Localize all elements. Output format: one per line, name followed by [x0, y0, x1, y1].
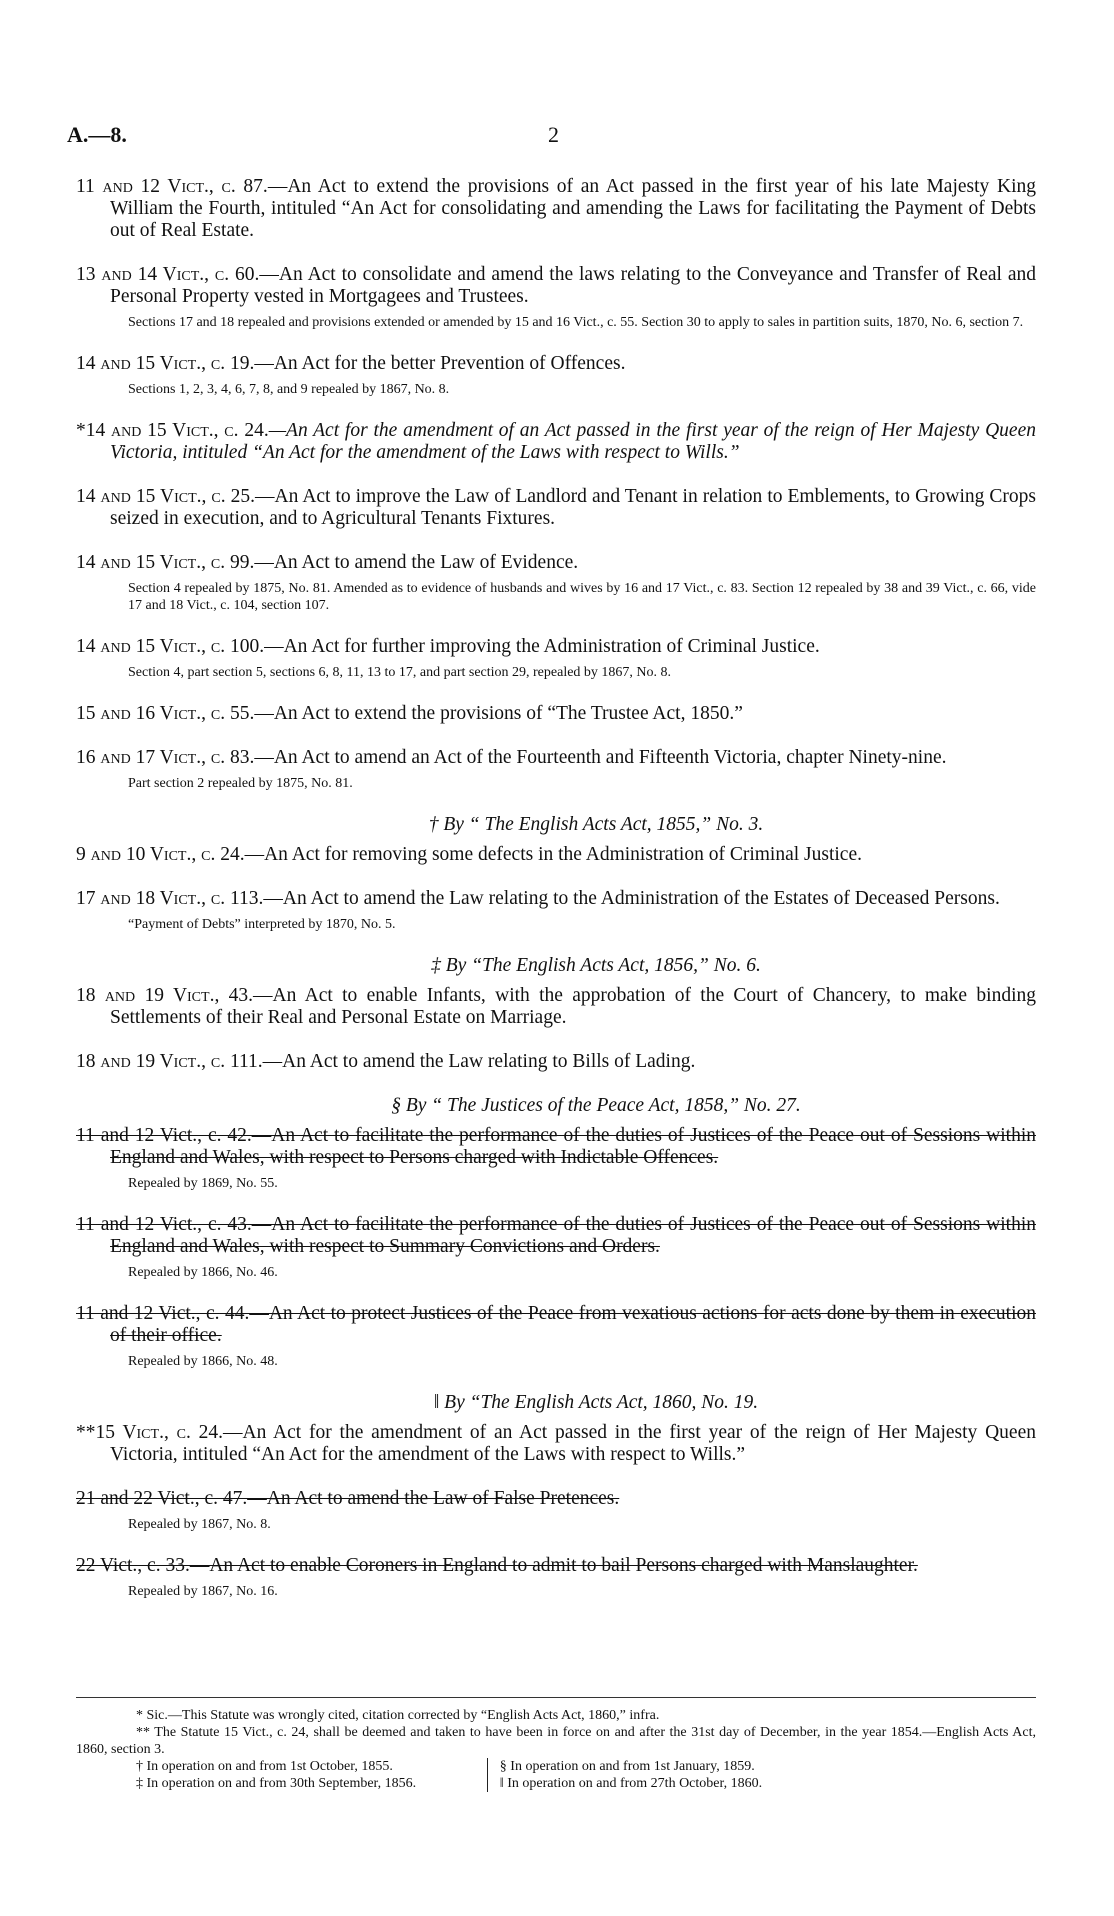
- act-citation: 14 and 15 Vict., c. 19.: [76, 353, 255, 374]
- footnote-double-dagger: ‡ In operation on and from 30th September, 1856.: [136, 1776, 417, 1791]
- act-note: Repealed by 1869, No. 55.: [128, 1176, 278, 1191]
- section-heading: † By “ The English Acts Act, 1855,” No. 3.: [428, 814, 764, 835]
- act-citation: 18 and 19 Vict., 43.: [76, 985, 254, 1006]
- act-note: “Payment of Debts” interpreted by 1870, No. 5.: [128, 917, 396, 932]
- repealed-act-entry: [76, 1214, 1036, 1281]
- act-citation: 16 and 17 Vict., c. 83.: [76, 747, 255, 768]
- act-title: —An Act for further improving the Administration of Criminal Justice.: [264, 636, 820, 657]
- repealed-act-title: 11 and 12 Vict., c. 44.—An Act to protect Justices of the Peace from vexatious actions for acts done by them in execution of their office.: [76, 1303, 1036, 1346]
- act-citation: 11 and 12 Vict., c. 87.: [76, 176, 268, 197]
- repealed-act-entry: [76, 1555, 1036, 1600]
- act-note: Repealed by 1866, No. 48.: [128, 1354, 278, 1369]
- act-note: Repealed by 1867, No. 8.: [128, 1517, 271, 1532]
- footnote-divider: [76, 1697, 1036, 1698]
- act-entry: [76, 353, 1036, 398]
- section-heading: ‖ By “The English Acts Act, 1860, No. 19.: [433, 1392, 759, 1413]
- act-entry: [76, 985, 1036, 1029]
- repealed-act-title: 21 and 22 Vict., c. 47.—An Act to amend the Law of False Pretences.: [76, 1488, 620, 1509]
- act-entry: [76, 420, 1036, 464]
- act-note: Section 4, part section 5, sections 6, 8, 11, 13 to 17, and part section 29, repealed by 1867, No. 8.: [128, 665, 672, 680]
- act-entry: [76, 176, 1036, 242]
- act-title: —An Act to extend the provisions of an Act passed in the first year of his late Majesty King William the Fourth, intituled “An Act for consolidating and amending the Laws for facilitating the Payment of Debts out of Real Estate.: [110, 176, 1036, 241]
- document-code: A.—8.: [67, 122, 127, 147]
- footnote-sic: * Sic.—This Statute was wrongly cited, citation corrected by “English Acts Act, 1860,” infra.: [136, 1708, 660, 1723]
- act-note: Part section 2 repealed by 1875, No. 81.: [128, 776, 353, 791]
- act-citation: *14 and 15 Vict., c. 24.: [76, 420, 269, 441]
- act-entry: [76, 844, 1036, 866]
- act-title: —An Act to extend the provisions of “The Trustee Act, 1850.”: [254, 703, 743, 724]
- footnote-double-star: ** The Statute 15 Vict., c. 24, shall be deemed and taken to have been in force on and after the 31st day of December, in the year 1854.—English Acts Act, 1860, section 3.: [76, 1725, 1036, 1757]
- act-title: —An Act for removing some defects in the Administration of Criminal Justice.: [244, 844, 862, 865]
- act-title: —An Act to enable Infants, with the approbation of the Court of Chancery, to make binding Settlements of their Real and Personal Estate on Marriage.: [110, 985, 1036, 1028]
- footnote-columns: [76, 1758, 1036, 1792]
- act-citation: 18 and 19 Vict., c. 111.: [76, 1051, 263, 1072]
- section-heading: § By “ The Justices of the Peace Act, 1858,” No. 27.: [391, 1095, 801, 1116]
- repealed-act-title: 11 and 12 Vict., c. 42.—An Act to facilitate the performance of the duties of Justices of the Peace out of Sessions within England and Wales, with respect to Persons charged with Indictable Offences.: [76, 1125, 1036, 1168]
- footnote-section: § In operation on and from 1st January, 1859.: [499, 1759, 755, 1774]
- act-entry: [76, 552, 1036, 614]
- section-heading: ‡ By “The English Acts Act, 1856,” No. 6.: [431, 955, 761, 976]
- document-body: [76, 176, 1036, 1622]
- act-note: Sections 17 and 18 repealed and provisions extended or amended by 15 and 16 Vict., c. 55. Section 30 to apply to sales in partition suits, 1870, No. 6, section 7.: [128, 315, 1024, 330]
- act-citation: 13 and 14 Vict., c. 60.: [76, 264, 260, 285]
- act-title: —An Act to amend an Act of the Fourteenth and Fifteenth Victoria, chapter Ninety-nine.: [254, 747, 947, 768]
- act-title: —An Act to improve the Law of Landlord and Tenant in relation to Emblements, to Growing Crops seized in execution, and to Agricultural Tenants Fixtures.: [110, 486, 1036, 529]
- act-title: —An Act for the better Prevention of Offences.: [254, 353, 626, 374]
- repealed-act-entry: [76, 1303, 1036, 1370]
- act-citation: **15 Vict., c. 24.: [76, 1422, 223, 1443]
- repealed-act-entry: [76, 1488, 1036, 1533]
- act-title: —An Act to consolidate and amend the laws relating to the Conveyance and Transfer of Real and Personal Property vested in Mortgagees and Trustees.: [110, 264, 1036, 307]
- act-citation: 14 and 15 Vict., c. 25.: [76, 486, 256, 507]
- footnote-dagger: † In operation on and from 1st October, 1855.: [136, 1759, 393, 1774]
- act-note: Sections 1, 2, 3, 4, 6, 7, 8, and 9 repealed by 1867, No. 8.: [128, 382, 450, 397]
- page-number: 2: [548, 122, 559, 147]
- act-entry: [76, 1422, 1036, 1466]
- footnotes: [76, 1707, 1036, 1792]
- act-entry: [76, 264, 1036, 331]
- act-citation: 17 and 18 Vict., c. 113.: [76, 888, 264, 909]
- act-title: —An Act for the amendment of an Act passed in the first year of the reign of Her Majesty Queen Victoria, intituled “An Act for the amendment of the Laws with respect to Wills.”: [110, 420, 1036, 463]
- act-citation: 14 and 15 Vict., c. 100.: [76, 636, 265, 657]
- act-citation: 15 and 16 Vict., c. 55.: [76, 703, 255, 724]
- repealed-act-title: 22 Vict., c. 33.—An Act to enable Coroners in England to admit to bail Persons charged with Manslaughter.: [76, 1555, 918, 1576]
- act-title: —An Act to amend the Law relating to Bills of Lading.: [262, 1051, 696, 1072]
- act-citation: 14 and 15 Vict., c. 99.: [76, 552, 255, 573]
- act-note: Section 4 repealed by 1875, No. 81. Amended as to evidence of husbands and wives by 16 and 17 Vict., c. 83. Section 12 repealed by 38 and 39 Vict., c. 66, vide 17 and 18 Vict., c. 104, section 107.: [128, 581, 1036, 613]
- act-entry: [76, 703, 1036, 725]
- act-entry: [76, 888, 1036, 933]
- act-title: —An Act for the amendment of an Act passed in the first year of the reign of Her Majesty Queen Victoria, intituled “An Act for the amendment of the Laws with respect to Wills.”: [110, 1422, 1036, 1465]
- act-citation: 9 and 10 Vict., c. 24.: [76, 844, 245, 865]
- act-title: —An Act to amend the Law relating to the Administration of the Estates of Deceased Persons.: [263, 888, 1000, 909]
- act-entry: [76, 1051, 1036, 1073]
- act-note: Repealed by 1867, No. 16.: [128, 1584, 278, 1599]
- act-entry: [76, 636, 1036, 681]
- act-entry: [76, 747, 1036, 792]
- act-note: Repealed by 1866, No. 46.: [128, 1265, 278, 1280]
- repealed-act-title: 11 and 12 Vict., c. 43.—An Act to facilitate the performance of the duties of Justices of the Peace out of Sessions within England and Wales, with respect to Summary Convictions and Orders.: [76, 1214, 1036, 1257]
- act-title: —An Act to amend the Law of Evidence.: [254, 552, 579, 573]
- repealed-act-entry: [76, 1125, 1036, 1192]
- act-entry: [76, 486, 1036, 530]
- footnote-parallel: ‖ In operation on and from 27th October, 1860.: [499, 1776, 763, 1791]
